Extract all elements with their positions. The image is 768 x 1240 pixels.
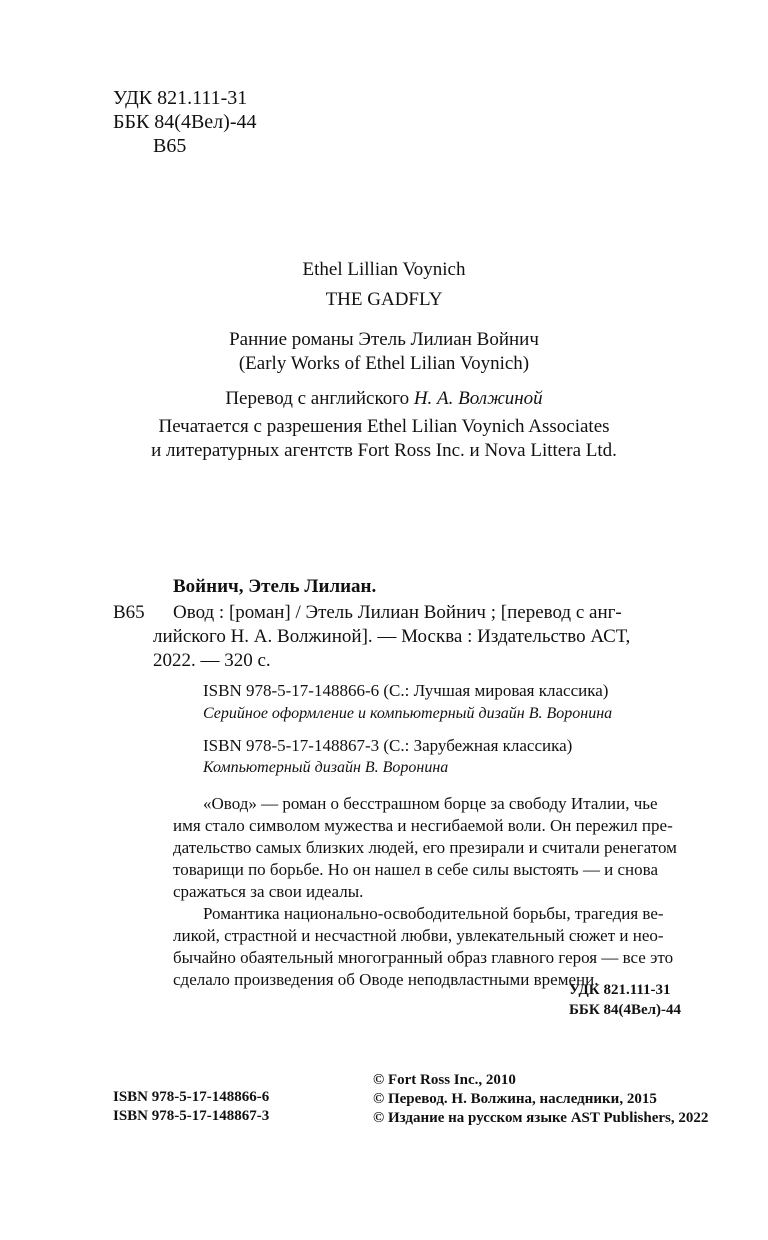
translation-prefix: Перевод с английского: [225, 388, 414, 409]
series-ru: Ранние романы Этель Лилиан Войнич: [229, 329, 539, 350]
udk-code: УДК 821.111-31: [113, 87, 248, 109]
permission-line-1: Печатается с разрешения Ethel Lilian Voynich Associates: [158, 416, 610, 437]
annotation-p2-line-4: сделало произведения об Оводе неподвластными времени.: [173, 970, 599, 989]
catalog-line-1: Овод : [роман] / Этель Лилиан Войнич ; [перевод с анг-: [173, 602, 622, 623]
footer-isbn-2: ISBN 978-5-17-148867-3: [113, 1108, 270, 1124]
annotation-p1-line-3: дательство самых близких людей, его презирали и считали ренегатом: [173, 838, 677, 857]
catalog-line-3: 2022. — 320 с.: [153, 650, 271, 671]
copyright-3: © Издание на русском языке AST Publishers, 2022: [373, 1110, 709, 1126]
series-en: (Early Works of Ethel Lilian Voynich): [238, 353, 530, 374]
annotation-p2-line-1: Романтика национально-освободительной борьбы, трагедия ве-: [203, 904, 664, 923]
footer-isbn-1: ISBN 978-5-17-148866-6: [113, 1089, 270, 1105]
annotation-p1-line-4: товарищи по борьбе. Но он нашел в себе силы выстоять — и снова: [173, 860, 659, 879]
copyright-1: © Fort Ross Inc., 2010: [373, 1072, 516, 1088]
isbn-1-design: Серийное оформление и компьютерный дизайн В. Воронина: [203, 705, 613, 722]
annotation-p1-line-1: «Овод» — роман о бесстрашном борце за свободу Италии, чье: [203, 794, 658, 813]
isbn-2: ISBN 978-5-17-148867-3 (С.: Зарубежная классика): [203, 736, 573, 755]
author-mark: В65: [153, 135, 187, 157]
original-title: THE GADFLY: [325, 289, 443, 310]
bbk-code: ББК 84(4Вел)-44: [113, 111, 257, 133]
translator-name: Н. А. Волжиной: [413, 388, 543, 409]
annotation-p1-line-2: имя стало символом мужества и несгибаемой воли. Он пережил пре-: [173, 816, 673, 835]
catalog-line-2: лийского Н. А. Волжиной]. — Москва : Издательство АСТ,: [153, 626, 631, 647]
isbn-1: ISBN 978-5-17-148866-6 (С.: Лучшая мировая классика): [203, 681, 609, 700]
annotation-p2-line-2: ликой, страстной и несчастной любви, увлекательный сюжет и нео-: [173, 926, 664, 945]
catalog-heading: Войнич, Этель Лилиан.: [173, 576, 377, 597]
permission-line-2: и литературных агентств Fort Ross Inc. и Nova Littera Ltd.: [151, 440, 617, 461]
translation-line: [0, 387, 768, 410]
footer-bbk: ББК 84(4Вел)-44: [569, 1002, 682, 1018]
original-author: Ethel Lillian Voynich: [302, 259, 466, 280]
footer-udk: УДК 821.111-31: [569, 982, 671, 998]
catalog-mark: В65: [113, 602, 145, 623]
annotation-p1-line-5: сражаться за свои идеалы.: [173, 882, 364, 901]
annotation-p2-line-3: бычайно обаятельный многогранный образ главного героя — все это: [173, 948, 674, 967]
copyright-2: © Перевод. Н. Волжина, наследники, 2015: [373, 1091, 657, 1107]
isbn-2-design: Компьютерный дизайн В. Воронина: [203, 759, 449, 776]
